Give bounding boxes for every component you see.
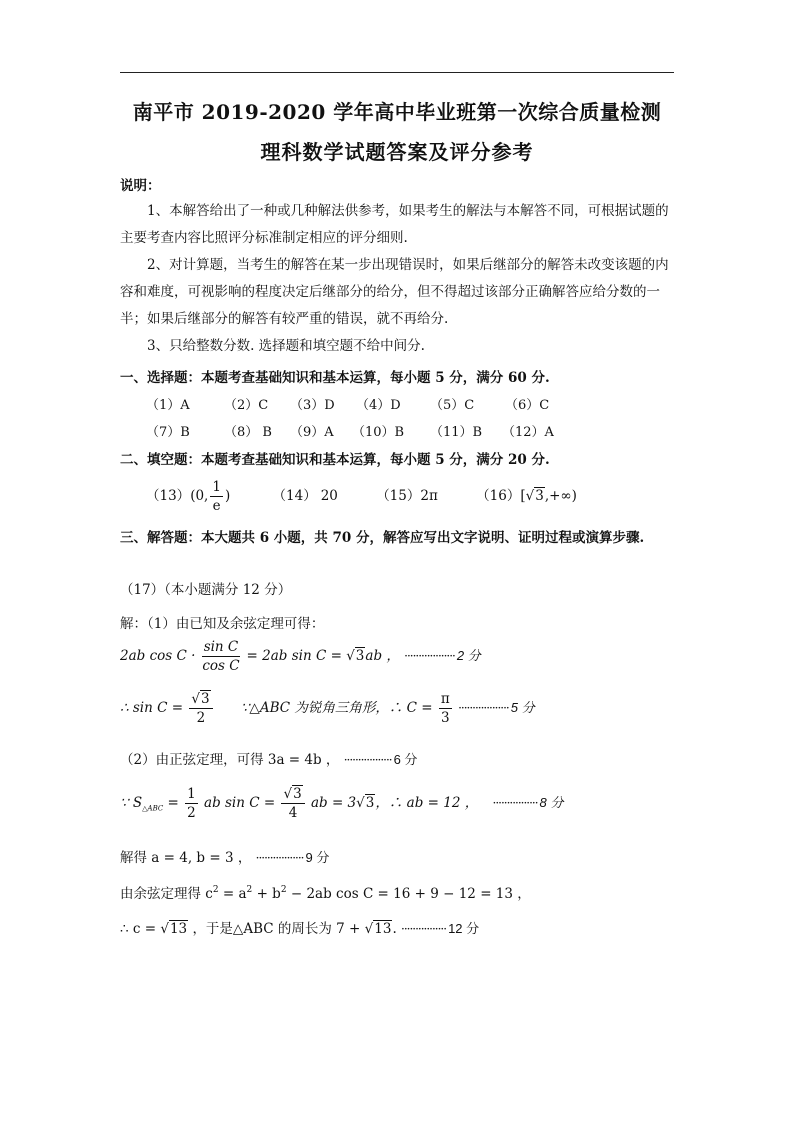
step2-fraction: $\frac{√3}{2}$ xyxy=(189,690,212,727)
q13-label: （13） xyxy=(146,488,191,504)
notes-heading: 说明： xyxy=(120,178,161,194)
step2-num2: π xyxy=(440,691,450,707)
answer-12: （12）A xyxy=(502,425,554,440)
score-leader: ················ xyxy=(401,922,447,936)
answer-11: （11）B xyxy=(430,425,483,440)
step4-num2-radicand: 3 xyxy=(293,786,302,802)
answer-1: （1）A xyxy=(146,398,190,413)
q17-step3 xyxy=(120,748,417,768)
q17-step2 xyxy=(120,690,535,727)
note-1: 1、本解答给出了一种或几种解法供参考，如果考生的解法与本解答不同，可根据试题的主要考查内容比照评分标准制定相应的评分细则. xyxy=(120,203,669,246)
answer-4: （4）D xyxy=(356,398,401,413)
answer-8: （8） B xyxy=(224,425,272,440)
step7-part-a: ∴ c = xyxy=(120,921,157,937)
q15-value: 2π xyxy=(420,488,438,504)
q17-step6: 由余弦定理得 $c^2 = a^2 + b^2 - 2ab$ cos C = 16 + 9 − 12 = 13 ， xyxy=(120,885,531,902)
section3-heading: 三、解答题：本大题共 6 小题，共 70 分，解答应写出文字说明、证明过程或演算步骤. xyxy=(120,530,645,546)
step7-part-c: . xyxy=(392,921,397,937)
answer-5: （5）C xyxy=(430,398,475,413)
q14-label: （14） xyxy=(272,488,317,504)
score-leader: ················· xyxy=(255,851,304,865)
q13-den: e xyxy=(212,498,221,514)
header-rule xyxy=(120,72,674,73)
step1-part-c: ab ， xyxy=(365,648,400,664)
step6-part-d: − 2ab cos C = 16 + 9 − 12 = 13 ， xyxy=(290,886,531,902)
step5-text: 解得 a = 4, b = 3 ， xyxy=(120,850,252,866)
answer-9: （9）A xyxy=(290,425,334,440)
step4-den2: 4 xyxy=(288,805,298,821)
step4-fraction2: $\frac{√3}{4}$ xyxy=(281,785,304,822)
step4-part-b: = xyxy=(167,795,179,811)
step2-part-a: ∴ sin C = xyxy=(120,700,184,716)
section1-heading: 一、选择题：本题考查基础知识和基本运算，每小题 5 分，满分 60 分. xyxy=(120,370,550,386)
step4-fraction xyxy=(185,785,198,822)
answer-6: （6）C xyxy=(505,398,550,413)
answer-2: （2）C xyxy=(224,398,269,413)
section2-heading: 二、填空题：本题考查基础知识和基本运算，每小题 5 分，满分 20 分. xyxy=(120,452,550,468)
fill-answers-row: （13）(0, $\frac{1}{e}$ ) （14） 20 （15）2π （16）[√3,+∞) xyxy=(146,479,577,514)
step3-score: 6 分 xyxy=(393,752,418,767)
answer-10: （10）B xyxy=(352,425,405,440)
q13-open: (0, xyxy=(190,488,209,504)
step4-den: 2 xyxy=(187,805,196,821)
q17-step4: ∵ $S_{\triangle ABC}$ = $\frac{1}{2}$ ab sin C = $\frac{√3}{4}$ ab = 3√3，∴ ab = 12 ， ················ 8 分 xyxy=(120,786,564,821)
step2-score: 5 分 xyxy=(510,700,535,715)
step7-part-b: ，于是△ABC 的周长为 7 + xyxy=(192,921,361,937)
step2-den2: 3 xyxy=(441,710,450,726)
q15-label: （15） xyxy=(376,488,421,504)
score-leader: ·················· xyxy=(458,701,509,715)
q17-title: （17）（本小题满分 12 分） xyxy=(120,582,292,598)
step2-den: 2 xyxy=(196,710,206,726)
step4-part-e: ，∴ ab = 12 ， xyxy=(375,795,479,811)
q16-radicand: 3 xyxy=(535,488,544,504)
step6-part-b: = a xyxy=(222,886,247,902)
q13-num: 1 xyxy=(212,479,221,495)
note-3: 3、只给整数分数. 选择题和填空题不给中间分. xyxy=(147,338,425,354)
step4-num: 1 xyxy=(187,786,196,802)
step1-num: sin C xyxy=(203,639,239,655)
q13-close: ) xyxy=(224,488,231,504)
step6-part-c: + b xyxy=(256,886,281,902)
step1-radicand: 3 xyxy=(355,648,365,664)
step1-score: 2 分 xyxy=(456,648,481,663)
q16-label: （16） xyxy=(476,488,521,504)
step7-radicand2: 13 xyxy=(374,921,392,937)
step1-part-a: 2ab cos C · xyxy=(120,648,196,664)
step1-fraction xyxy=(202,638,241,675)
step2-fraction2 xyxy=(439,690,452,727)
q13-fraction xyxy=(210,478,223,515)
page-title: 南平市 2019-2020 学年高中毕业班第一次综合质量检测 xyxy=(132,100,662,124)
step4-score: 8 分 xyxy=(539,795,564,810)
score-leader: ·················· xyxy=(404,649,455,663)
answer-7: （7）B xyxy=(146,425,190,440)
step1-part-b: = 2ab sin C = xyxy=(246,648,342,664)
step1-den: cos C xyxy=(202,658,240,674)
step7-score: 12 分 xyxy=(448,921,480,936)
note-2: 2、对计算题，当考生的解答在某一步出现错误时，如果后继部分的解答未改变该题的内容和难度，可视影响的程度决定后继部分的给分，但不得超过该部分正确解答应给分数的一半；如果后继部分的解答有较严重的错误，就不再给分. xyxy=(120,257,669,327)
score-leader: ················ xyxy=(492,796,538,810)
step4-radicand: 3 xyxy=(365,795,375,811)
step4-part-d: ab = 3 xyxy=(310,795,357,811)
step4-part-a: ∵ S xyxy=(120,795,143,811)
answer-3: （3）D xyxy=(290,398,335,413)
step6-part-a: 由余弦定理得 c xyxy=(120,886,213,902)
q17-step5 xyxy=(120,846,329,866)
step7-radicand: 13 xyxy=(169,921,188,937)
q17-intro: 解：（1）由已知及余弦定理可得： xyxy=(120,616,325,632)
step4-sub: △ABC xyxy=(142,804,164,813)
q17-step7: ∴ c = √13 ，于是△ABC 的周长为 7 + √13. ················ 12 分 xyxy=(120,921,480,937)
q16-close: ,+∞) xyxy=(544,488,577,504)
step2-radicand: 3 xyxy=(200,691,210,707)
step2-part-b: ∵△ABC 为锐角三角形，∴ C = xyxy=(240,700,433,716)
q14-value: 20 xyxy=(320,488,338,504)
page-subtitle: 理科数学试题答案及评分参考 xyxy=(260,140,534,164)
step5-score: 9 分 xyxy=(305,850,330,865)
step3-text: （2）由正弦定理，可得 3a = 4b ， xyxy=(120,752,340,768)
q17-step1: 2ab cos C · $\frac{\text{sin C}}{\text{cos C}}$ = 2ab sin C = √3ab ， ·················· 2 分 xyxy=(120,639,481,674)
step4-part-c: ab sin C = xyxy=(204,795,276,811)
q16-open: [ xyxy=(520,488,526,504)
score-leader: ················· xyxy=(343,753,392,767)
